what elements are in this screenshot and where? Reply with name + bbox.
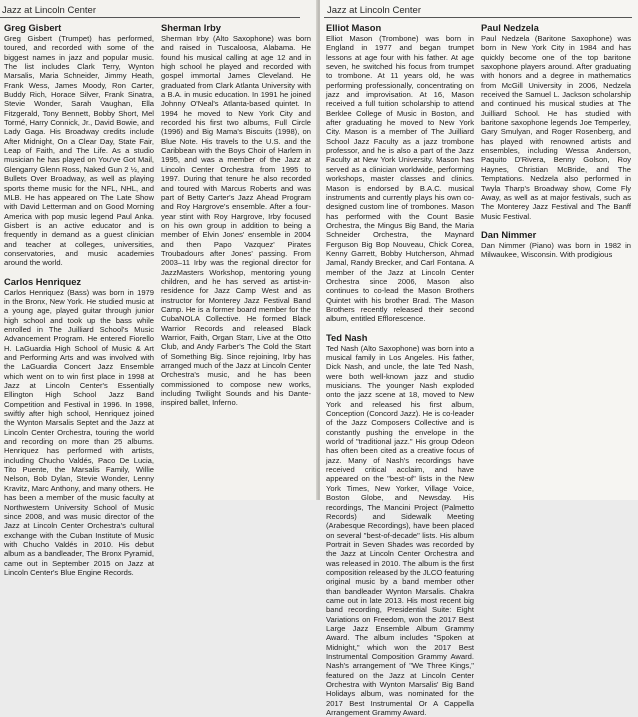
header-rule	[0, 17, 300, 18]
entry-name: Ted Nash	[326, 331, 368, 343]
entry-name: Sherman Irby	[161, 22, 221, 33]
entry-name: Elliot Mason	[326, 22, 382, 33]
entry-bio: Elliot Mason (Trombone) was born in England in 1977 and began trumpet lessons at age four with his father. At age seven, he switched his focus from trumpet to trombone. At 11 years old, he was performing professionally, concentrating on jazz and improvisation. At 16, Mason received a full tuition scholarship to attend Berklee College of Music in Boston, and after graduating he moved to New York City. Mason is a member of The Juilliard School Jazz Faculty as a jazz trombone professor, and he is also a part of the Jazz Faculty at New York University. Mason has served as a clinician worldwide, performing workshops, master classes and clinics. Mason is endorsed by B.A.C. musical instruments and currently plays his own co-designed custom line of trombones. Mason has performed with the Count Basie Orchestra, the Mingus Big Band, the Maria Schneider Orchestra, the Maynard Ferguson Big Bop Nouveau, Chick Corea, Kenny Garrett, Bobby Hutcherson, Ahmad Jamal, Randy Brecker, and Carl Fontana. A member of the Jazz at Lincoln Center Orchestra since 2006, Mason also continues to co-lead the Mason Brothers Quintet with his brother Brad. The Mason Brothers recently released their second album, entitled Efflorescence.	[326, 34, 474, 324]
entry-bio: Greg Gisbert (Trumpet) has performed, toured, and recorded with some of the biggest names in jazz and popular music. The list includes Clark Terry, Wynton Marsalis, Maria Schneider, Jimmy Heath, Frank Wess, James Moody, Ron Carter, Buddy Rich, Horace Silver, Frank Sinatra, Stevie Wonder, Sarah Vaughan, Ella Fitzgerald, Tony Bennett, Bobby Short, Mel Tormé, Harry Connick, Jr., David Bowie, and Lady Gaga. His Broadway credits include After Midnight, On a Clear Day, State Fair, Leap of Faith, and The Life. As a studio musician he has played on You've Got Mail, Glengarry Glenn Ross, Naked Gun 2 ½, and Bullets Over Broadway, as well as playing sports theme music for the NFL, NHL, and MLB. He has appeared on The Late Show with David Letterman and on Good Morning America with pop music legend Paul Anka. Gisbert is an active educator and is frequently in demand as a guest clinician and teacher at colleges, universities, conservatories, and music academies around the world.	[4, 34, 154, 268]
entry-bio: Dan Nimmer (Piano) was born in 1982 in Milwaukee, Wisconsin. With prodigious	[481, 240, 631, 260]
entry-bio: Sherman Irby (Alto Saxophone) was born and raised in Tuscaloosa, Alabama. He found his musical calling at age 12 and in high school he played and recorded with gospel immortal James Cleveland. He graduated from Clark Atlanta University with a B.A. in music education. In 1991 he joined Johnny O'Neal's Atlanta-based quintet. In 1994 he moved to New York City and recorded his first two albums, Full Circle (1996) and Big Mama's Biscuits (1998), on Blue Note. His travels to the U.S. and the Caribbean with the Boys Choir of Harlem in 1995, and was a member of the Jazz at Lincoln Center Orchestra from 1995 to 1997. During that tenure he also recorded and toured with Marcus Roberts and was part of Betty Carter's Jazz Ahead Program and Roy Hargrove's ensemble. After a four-year stint with Roy Hargrove, Irby focused on his own group in addition to being a member of Elvin Jones' ensemble in 2004 and then Papo Vazquez' Pirates Troubadours after Jones' passing. From 2003–11 Irby was the regional director for JazzMasters Workshop, mentoring young children, and he has served as artist-in-residence for Jazz Camp West and as instructor for Monterey Jazz Festival Band Camp. He is a former board member for the CubaNOLA Collective. He formed Black Warrior Records and released Black Warrior, Faith, Organ Starr, Live at the Otto Club, and Andy Farber's The Cold the Start of Something Big. Since rejoining, Irby has arranged much of the Jazz at Lincoln Center Orchestra's music, and he has been commissioned to compose new works, including Twilight Sounds and his Dante-inspired ballet, Inferno.	[161, 34, 311, 408]
entry-name: Carlos Henriquez	[4, 275, 82, 287]
entry-name: Greg Gisbert	[4, 22, 62, 33]
entry-name: Dan Nimmer	[481, 228, 537, 240]
column-2	[161, 22, 311, 500]
right-page	[320, 0, 638, 717]
entry-bio: Carlos Henriquez (Bass) was born in 1979 in the Bronx, New York. He studied music at a young age, played guitar through junior high school and took up the bass while enrolled in The Juilliard School's Music Advancement Program. He entered Fiorello H. LaGuardia High School of Music & Art and Performing Arts and was involved with the LaGuardia Concert Jazz Ensemble which went on to win first place in 1998 at Jazz at Lincoln Center's Essentially Ellington High School Jazz Band Competition and Festival in 1996. In 1998, swiftly after high school, Henriquez joined the Wynton Marsalis Septet and the Jazz at Lincoln Center Orchestra, touring the world and recording on more than 25 albums. Henriquez has performed with artists, including Chucho Valdés, Paco De Lucia, Tito Puente, the Marsalis Family, Willie Nelson, Bob Dylan, Stevie Wonder, Lenny Kravitz, Marc Anthony, and many others. He has been a member of the music faculty at Northwestern University School of Music since 2008, and was music director of the Jazz at Lincoln Center Orchestra's cultural exchange with the Cuban Institute of Music with Chucho Valdés in 2010. His debut album as a bandleader, The Bronx Pyramid, came out in September 2015 on Jazz at Lincoln Center's Blue Engine Records.	[4, 287, 154, 577]
column-4	[481, 22, 631, 500]
header-rule	[324, 17, 632, 18]
column-3	[326, 22, 474, 717]
column-1	[4, 22, 154, 577]
page-header: Jazz at Lincoln Center	[327, 5, 421, 16]
entry-bio: Paul Nedzela (Baritone Saxophone) was born in New York City in 1984 and has quickly become one of the top baritone saxophone players around. After graduating with honors and a degree in mathematics from McGill University in 2006, Nedzela received the Samuel L. Jackson scholarship and continued his musical studies at The Juilliard School. He has studied with baritone saxophone legends Joe Temperley, Gary Smulyan, and Roger Rosenberg, and has played with renowned artists and ensembles, including Wessa Anderson, Paquito D'Rivera, Benny Golson, Roy Haynes, Christian McBride, and The Temptations. Nedzela also performed in Twyla Tharp's Broadway show, Come Fly Away, as well as at major festivals, such as The Monterey Jazz Festival and The Banff Music Festival.	[481, 34, 631, 221]
left-page	[0, 0, 318, 577]
entry-name: Paul Nedzela	[481, 22, 539, 33]
entry-bio: Ted Nash (Alto Saxophone) was born into a musical family in Los Angeles. His father, Dick Nash, and uncle, the late Ted Nash, were both well-known jazz and studio musicians. The younger Nash exploded onto the jazz scene at 18, moved to New York and released his first album, Conception (Concord Jazz). He is co-leader of the Jazz Composers Collective and is constantly pushing the envelope in the world of "traditional jazz." His group Odeon has often been cited as a creative focus of jazz. Many of Nash's recordings have received critical acclaim, and have appeared on the "best-of" lists in the New York Times, New Yorker, Village Voice, Boston Globe, and Newsday. His recordings, The Mancini Project (Palmetto Records) and Sidewalk Meeting (Arabesque Recordings), have been placed on several "best-of-decade" lists. His album Portrait in Seven Shades was recorded by the Jazz at Lincoln Center Orchestra and was released in 2010. The album is the first composition released by the JLCO featuring original music by a band member other than bandleader Wynton Marsalis. Chakra came out in late 2013. His most recent big band recording, Presidential Suite: Eight Variations on Freedom, won the 2017 Best Large Jazz Ensemble Album Grammy Award. The album includes "Spoken at Midnight," which won the 2017 Best Instrumental Composition Grammy Award. Nash's arrangement of "We Three Kings," featured on the Jazz at Lincoln Center Orchestra with Wynton Marsalis' Big Band Holidays album, was nominated for the 2017 Best Instrumental Or A Cappella Arrangement Grammy Award.	[326, 343, 474, 717]
page-header: Jazz at Lincoln Center	[2, 5, 96, 16]
